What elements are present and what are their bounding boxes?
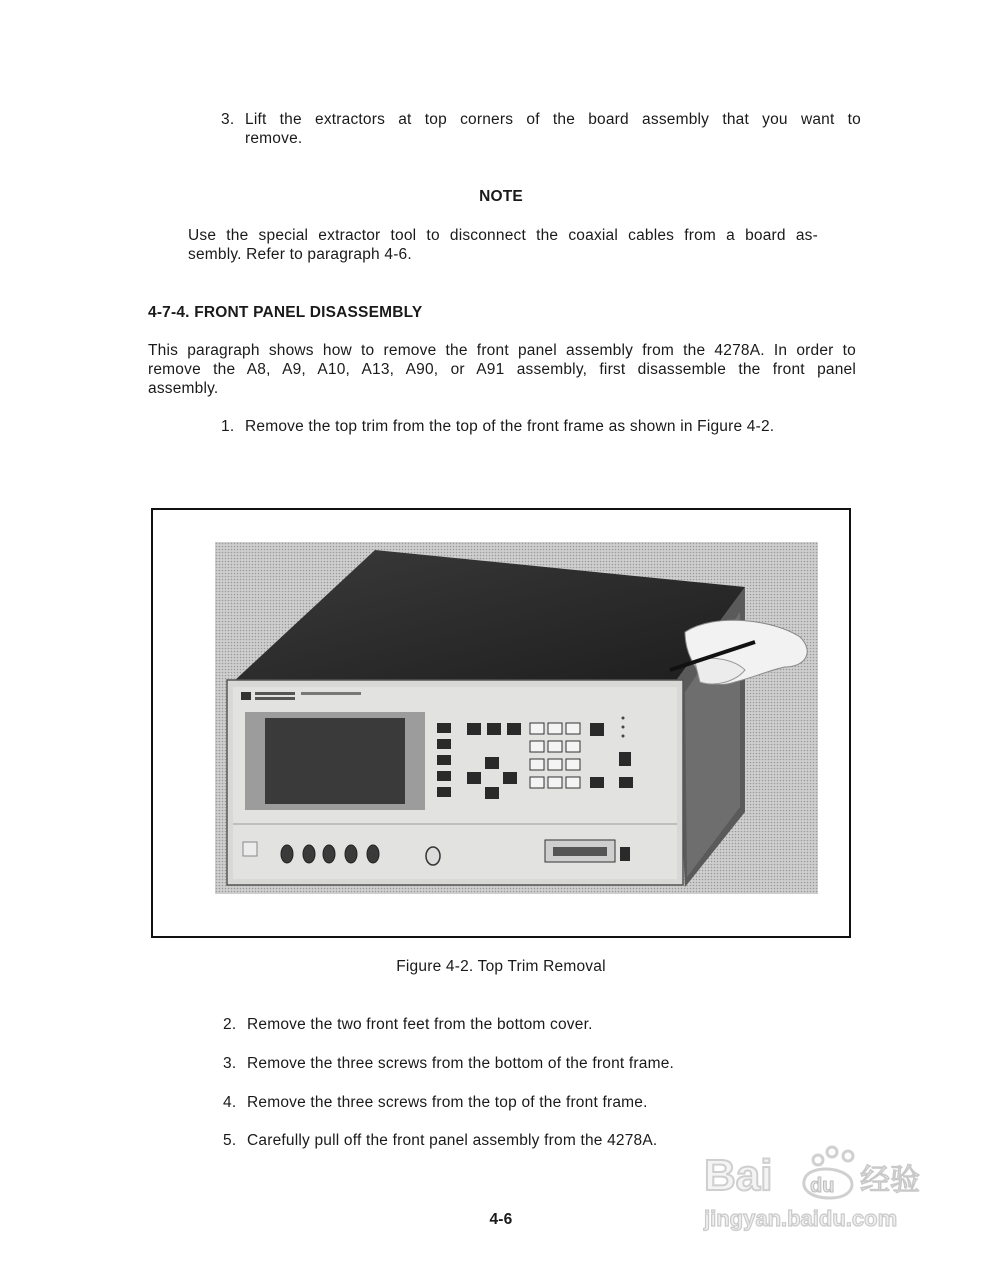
svg-text:经验: 经验 bbox=[860, 1163, 920, 1198]
step-text-continued: remove. bbox=[245, 130, 303, 147]
step-number: 4. bbox=[223, 1094, 237, 1111]
paragraph-line-1: This paragraph shows how to remove the front panel assembly from the 4278A. In order to bbox=[148, 342, 856, 359]
step-text: Remove the two front feet from the bottom cover. bbox=[247, 1016, 593, 1033]
note-heading: NOTE bbox=[479, 188, 523, 205]
step-number: 1. bbox=[221, 418, 235, 435]
step-3-top bbox=[221, 110, 861, 148]
step-4 bbox=[223, 1093, 648, 1112]
section-heading: 4-7-4. FRONT PANEL DISASSEMBLY bbox=[148, 304, 423, 321]
note-body bbox=[188, 226, 818, 264]
step-text: Carefully pull off the front panel assembly from the 4278A. bbox=[247, 1132, 658, 1149]
figure-frame bbox=[151, 508, 851, 938]
instrument-photo bbox=[215, 542, 818, 894]
step-text: Lift the extractors at top corners of the board assembly that you want to bbox=[245, 111, 861, 128]
step-text: Remove the three screws from the bottom of the front frame. bbox=[247, 1055, 675, 1072]
step-3 bbox=[223, 1054, 674, 1073]
svg-text:du: du bbox=[810, 1175, 835, 1197]
step-number: 5. bbox=[223, 1132, 237, 1149]
step-2 bbox=[223, 1015, 593, 1034]
note-line-2: sembly. Refer to paragraph 4-6. bbox=[188, 246, 412, 263]
section-paragraph bbox=[148, 341, 856, 398]
step-text: Remove the three screws from the top of the front frame. bbox=[247, 1094, 648, 1111]
watermark-logo-graphic bbox=[700, 1138, 940, 1238]
svg-text:jingyan.baidu.com: jingyan.baidu.com bbox=[704, 1206, 898, 1231]
step-number: 2. bbox=[223, 1016, 237, 1033]
step-text: Remove the top trim from the top of the front frame as shown in Figure 4-2. bbox=[245, 418, 775, 435]
page-number: 4-6 bbox=[489, 1211, 513, 1228]
step-5 bbox=[223, 1131, 657, 1150]
step-number: 3. bbox=[221, 111, 235, 128]
baidu-watermark-logo bbox=[700, 1138, 940, 1238]
svg-text:Bai: Bai bbox=[704, 1151, 773, 1200]
paragraph-line-2: remove the A8, A9, A10, A13, A90, or A91 assembly, first disassemble the front panel bbox=[148, 361, 856, 378]
figure-caption: Figure 4-2. Top Trim Removal bbox=[396, 958, 606, 975]
step-number: 3. bbox=[223, 1055, 237, 1072]
step-1 bbox=[221, 417, 774, 436]
paragraph-line-3: assembly. bbox=[148, 380, 219, 397]
note-line-1: Use the special extractor tool to disconnect the coaxial cables from a board as- bbox=[188, 227, 818, 244]
